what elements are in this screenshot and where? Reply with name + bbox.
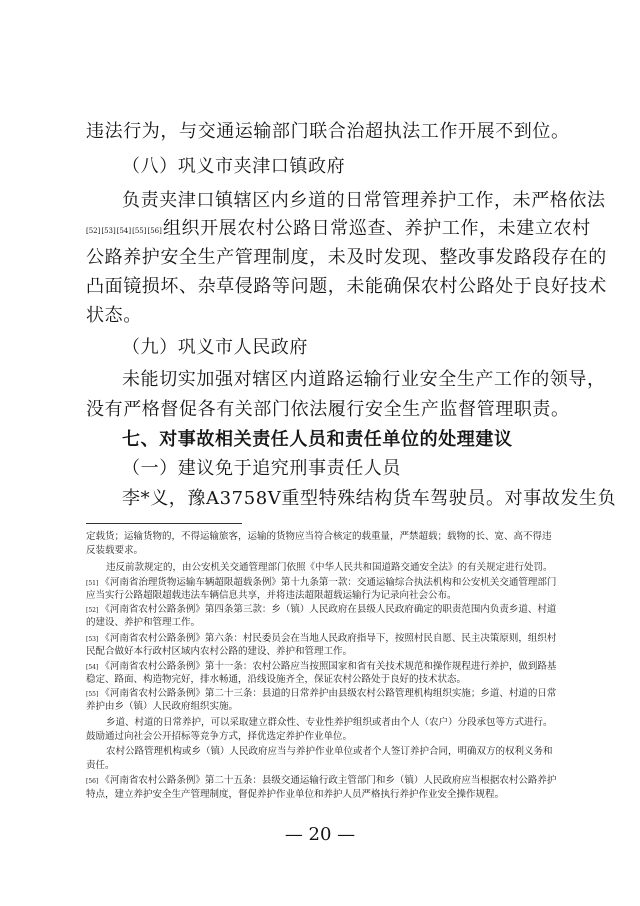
footnote-marker: [54] — [86, 664, 99, 671]
footnote-line: 违反前款规定的，由公安机关交通管理部门依照《中华人民共和国道路交通安全法》的有关规定进行处罚。 — [106, 562, 553, 573]
footnote-line: 特点，建立养护安全生产管理制度，督促养护作业单位和养护人员严格执行养护作业安全操作规程。 — [86, 789, 505, 800]
footnote-line: 农村公路管理机构或乡（镇）人民政府应当与养护作业单位或者个人签订养护合同，明确双方的权利义务和 — [106, 746, 553, 757]
footnote-line: 的建设、养护和管理工作。 — [86, 617, 201, 628]
footnote-ref[interactable]: [54] — [116, 227, 132, 235]
body-text-line: 违法行为，与交通运输部门联合治超执法工作开展不到位。 — [86, 121, 570, 142]
footnote-line: 养护由乡（镇）人民政府组织实施。 — [86, 701, 239, 712]
footnote-line: 反装载要求。 — [86, 545, 144, 556]
body-text-line: 公路养护安全生产管理制度，未及时发现、整改事发路段存在的 — [86, 247, 607, 268]
footnote-separator — [86, 523, 242, 524]
body-text-line: 未能切实加强对辖区内道路运输行业安全生产工作的领导， — [122, 369, 606, 390]
footnote-line: 应当实行公路超限超载违法车辆信息共享，并将违法超限超载运输行为记录向社会公布。 — [86, 590, 457, 601]
footnote-marker: [56] — [86, 778, 99, 785]
footnote-line: 乡道、村道的日常养护，可以采取建立群众性、专业性养护组织或者由个人（农户）分段承包等方式进行。 — [106, 717, 553, 728]
footnote-text: 《河南省农村公路条例》第四条第三款：乡（镇）人民政府在县级人民政府确定的职责范围内负责乡道、村道 — [100, 604, 557, 615]
chapter-heading-7: 七、对事故相关责任人员和责任单位的处理建议 — [122, 429, 513, 450]
footnote-55 — [86, 688, 556, 700]
body-text-line: 没有严格督促各有关部门依法履行安全生产监督管理职责。 — [86, 399, 570, 420]
footnote-marker: [52] — [86, 607, 99, 614]
footnote-52 — [86, 604, 556, 616]
page-number: — 20 — — [284, 824, 356, 845]
body-text-line-with-refs — [86, 218, 591, 240]
footnote-text: 《河南省农村公路条例》第六条：村民委员会在当地人民政府指导下，按照村民自愿、民主决策原则，组织村 — [100, 633, 557, 644]
body-text-line: 李*义，豫A3758V重型特殊结构货车驾驶员。对事故发生负 — [122, 488, 617, 509]
footnote-marker: [55] — [86, 691, 99, 698]
footnote-text: 《河南省治理货物运输车辆超限超载条例》第十九条第一款：交通运输综合执法机构和公安机关交通管理部门 — [100, 577, 557, 588]
footnote-ref[interactable]: [52] — [86, 227, 101, 235]
body-text-line: 凸面镜损坏、杂草侵路等问题，未能确保农村公路处于良好技术 — [86, 276, 607, 297]
footnote-ref[interactable]: [53] — [101, 227, 116, 235]
footnote-text: 《河南省农村公路条例》第十一条：农村公路应当按照国家和省有关技术规范和操作规程进行养护，做到路基 — [100, 661, 557, 672]
footnote-line: 责任。 — [86, 760, 115, 771]
section-heading-1: （一）建议免于追究刑事责任人员 — [122, 458, 401, 479]
footnote-53 — [86, 633, 556, 645]
footnote-marker: [51] — [86, 580, 99, 587]
footnote-ref[interactable]: [56] — [147, 227, 162, 235]
footnote-text: 《河南省农村公路条例》第二十三条：县道的日常养护由县级农村公路管理机构组织实施；乡道、村道的日常 — [100, 688, 557, 699]
footnote-56 — [86, 775, 556, 787]
footnote-marker: [53] — [86, 636, 99, 643]
footnote-54 — [86, 661, 556, 673]
footnote-text: 《河南省农村公路条例》第二十五条：县级交通运输行政主管部门和乡（镇）人民政府应当根据农村公路养护 — [100, 775, 557, 786]
footnote-51 — [86, 577, 556, 589]
section-heading-9: （九）巩义市人民政府 — [122, 337, 308, 358]
footnote-line: 稳定、路面、构造物完好，排水畅通，沿线设施齐全，保证农村公路处于良好的技术状态。 — [86, 674, 467, 685]
body-text-line: 负责夹津口镇辖区内乡道的日常管理养护工作，未严格依法 — [122, 190, 606, 211]
footnote-line: 鼓励通过向社会公开招标等竞争方式，择优选定养护作业单位。 — [86, 731, 353, 742]
section-heading-8: （八）巩义市夹津口镇政府 — [122, 156, 346, 177]
footnote-line: 定载货；运输货物的，不得运输旅客，运输的货物应当符合核定的载重量，严禁超载；载物的长、宽、高不得违 — [86, 531, 552, 542]
footnote-ref[interactable]: [55] — [132, 227, 147, 235]
footnote-line: 民配合做好本行政村区域内农村公路的建设、养护和管理工作。 — [86, 646, 353, 657]
body-text-line: 状态。 — [86, 305, 142, 326]
body-text-segment: 组织开展农村公路日常巡查、养护工作，未建立农村 — [162, 218, 591, 239]
